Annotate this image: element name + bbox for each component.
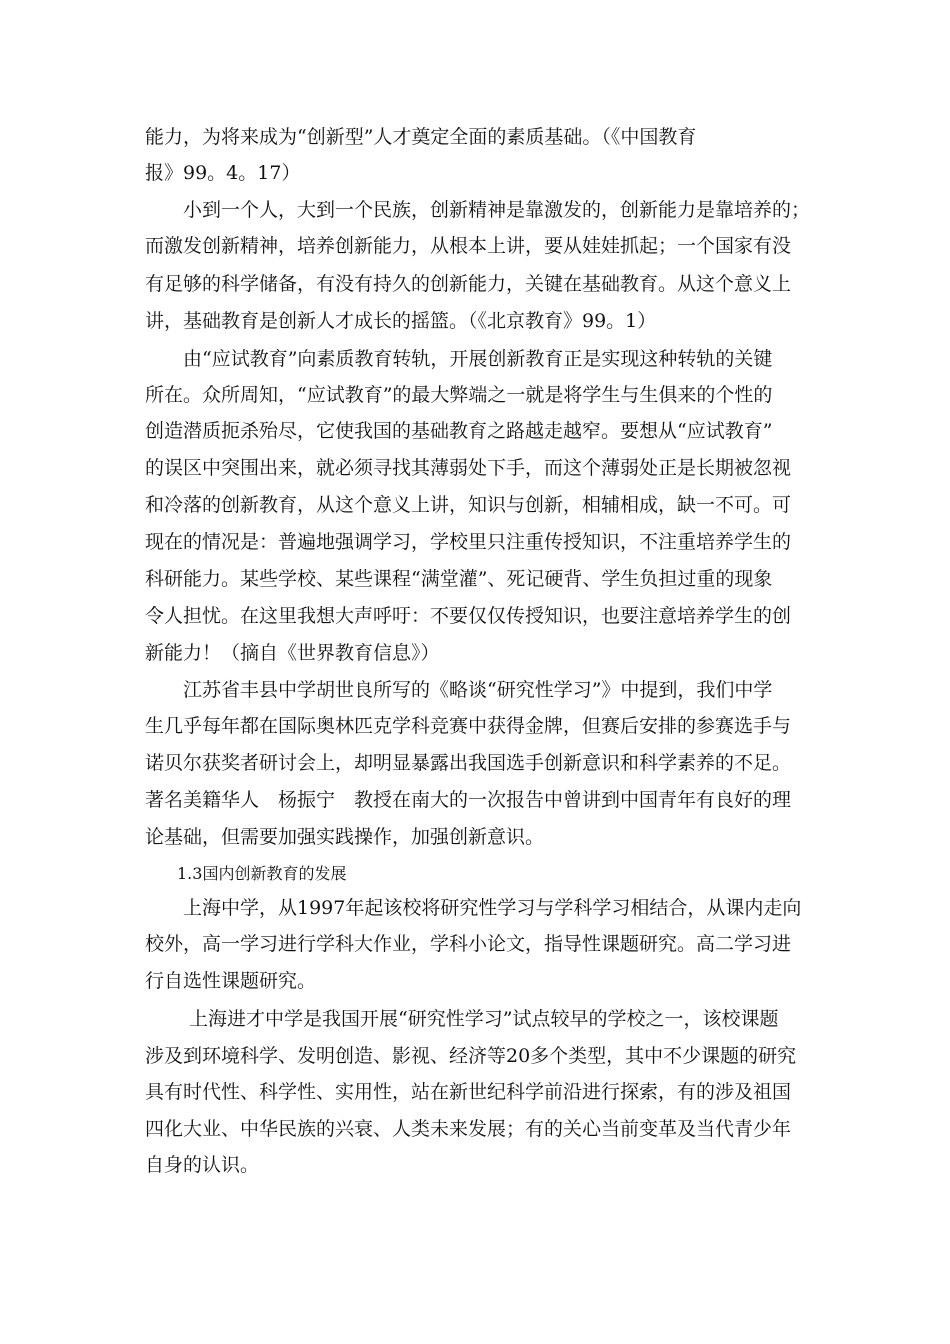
text-line: 由“应试教育”向素质教育转轨，开展创新教育正是实现这种转轨的关键 [145,348,773,370]
text-line: 新能力！（摘自《世界教育信息》） [145,642,440,664]
text-line: 诺贝尔获奖者研讨会上，却明显暴露出我国选手创新意识和科学素养的不足。 [145,752,792,774]
text-line: 校外，高一学习进行学科大作业，学科小论文，指导性课题研究。高二学习进 [145,933,792,955]
text-line: 自身的认识。 [145,1154,260,1176]
text-line: 生几乎每年都在国际奥林匹克学科竞赛中获得金牌，但赛后安排的参赛选手与 [145,715,792,737]
text-line: 涉及到环境科学、发明创造、影视、经济等20多个类型，其中不少课题的研究 [145,1045,797,1067]
text-line: 具有时代性、科学性、实用性，站在新世纪科学前沿进行探索，有的涉及祖国 [145,1081,792,1103]
text-line: 令人担忧。在这里我想大声呼吁：不要仅仅传授知识，也要注意培养学生的创 [145,605,792,627]
text-line: 讲，基础教育是创新人才成长的摇篮。（《北京教育》99。1） [145,310,657,332]
text-line: 所在。众所周知，“应试教育”的最大弊端之一就是将学生与生俱来的个性的 [145,384,773,406]
text-line: 创造潜质扼杀殆尽，它使我国的基础教育之路越走越窄。要想从“应试教育” [145,420,773,442]
text-line: 四化大业、中华民族的兴衰、人类未来发展；有的关心当前变革及当代青少年 [145,1118,792,1140]
text-line: 科研能力。某些学校、某些课程“满堂灌”、死记硬背、学生负担过重的现象 [145,568,773,590]
text-line: 著名美籍华人 杨振宁 教授在南大的一次报告中曾讲到中国青年有良好的理 [145,789,792,811]
text-line: 江苏省丰县中学胡世良所写的《略谈“研究性学习”》中提到，我们中学 [145,679,773,701]
text-line: 有足够的科学储备，有没有持久的创新能力，关键在基础教育。从这个意义上 [145,273,792,295]
text-line: 现在的情况是：普遍地强调学习，学校里只注重传授知识，不注重培养学生的 [145,531,792,553]
text-line: 而激发创新精神，培养创新能力，从根本上讲，要从娃娃抓起；一个国家有没 [145,235,792,257]
text-line: 小到一个人，大到一个民族，创新精神是靠激发的，创新能力是靠培养的； [145,199,811,221]
text-line: 上海中学，从1997年起该校将研究性学习与学科学习相结合，从课内走向 [145,897,802,919]
text-line: 论基础，但需要加强实践操作，加强创新意识。 [145,826,545,848]
text-line: 能力，为将来成为“创新型”人才奠定全面的素质基础。（《中国教育 [145,126,697,148]
section-heading: 1.3国内创新教育的发展 [145,864,347,883]
text-line: 的误区中突围出来，就必须寻找其薄弱处下手，而这个薄弱处正是长期被忽视 [145,457,792,479]
text-line: 上海进才中学是我国开展“研究性学习”试点较早的学校之一，该校课题 [145,1008,779,1030]
text-line: 报》99。4。17） [145,162,301,184]
text-line: 和冷落的创新教育，从这个意义上讲，知识与创新，相辅相成，缺一不可。可 [145,494,792,516]
text-line: 行自选性课题研究。 [145,970,317,992]
